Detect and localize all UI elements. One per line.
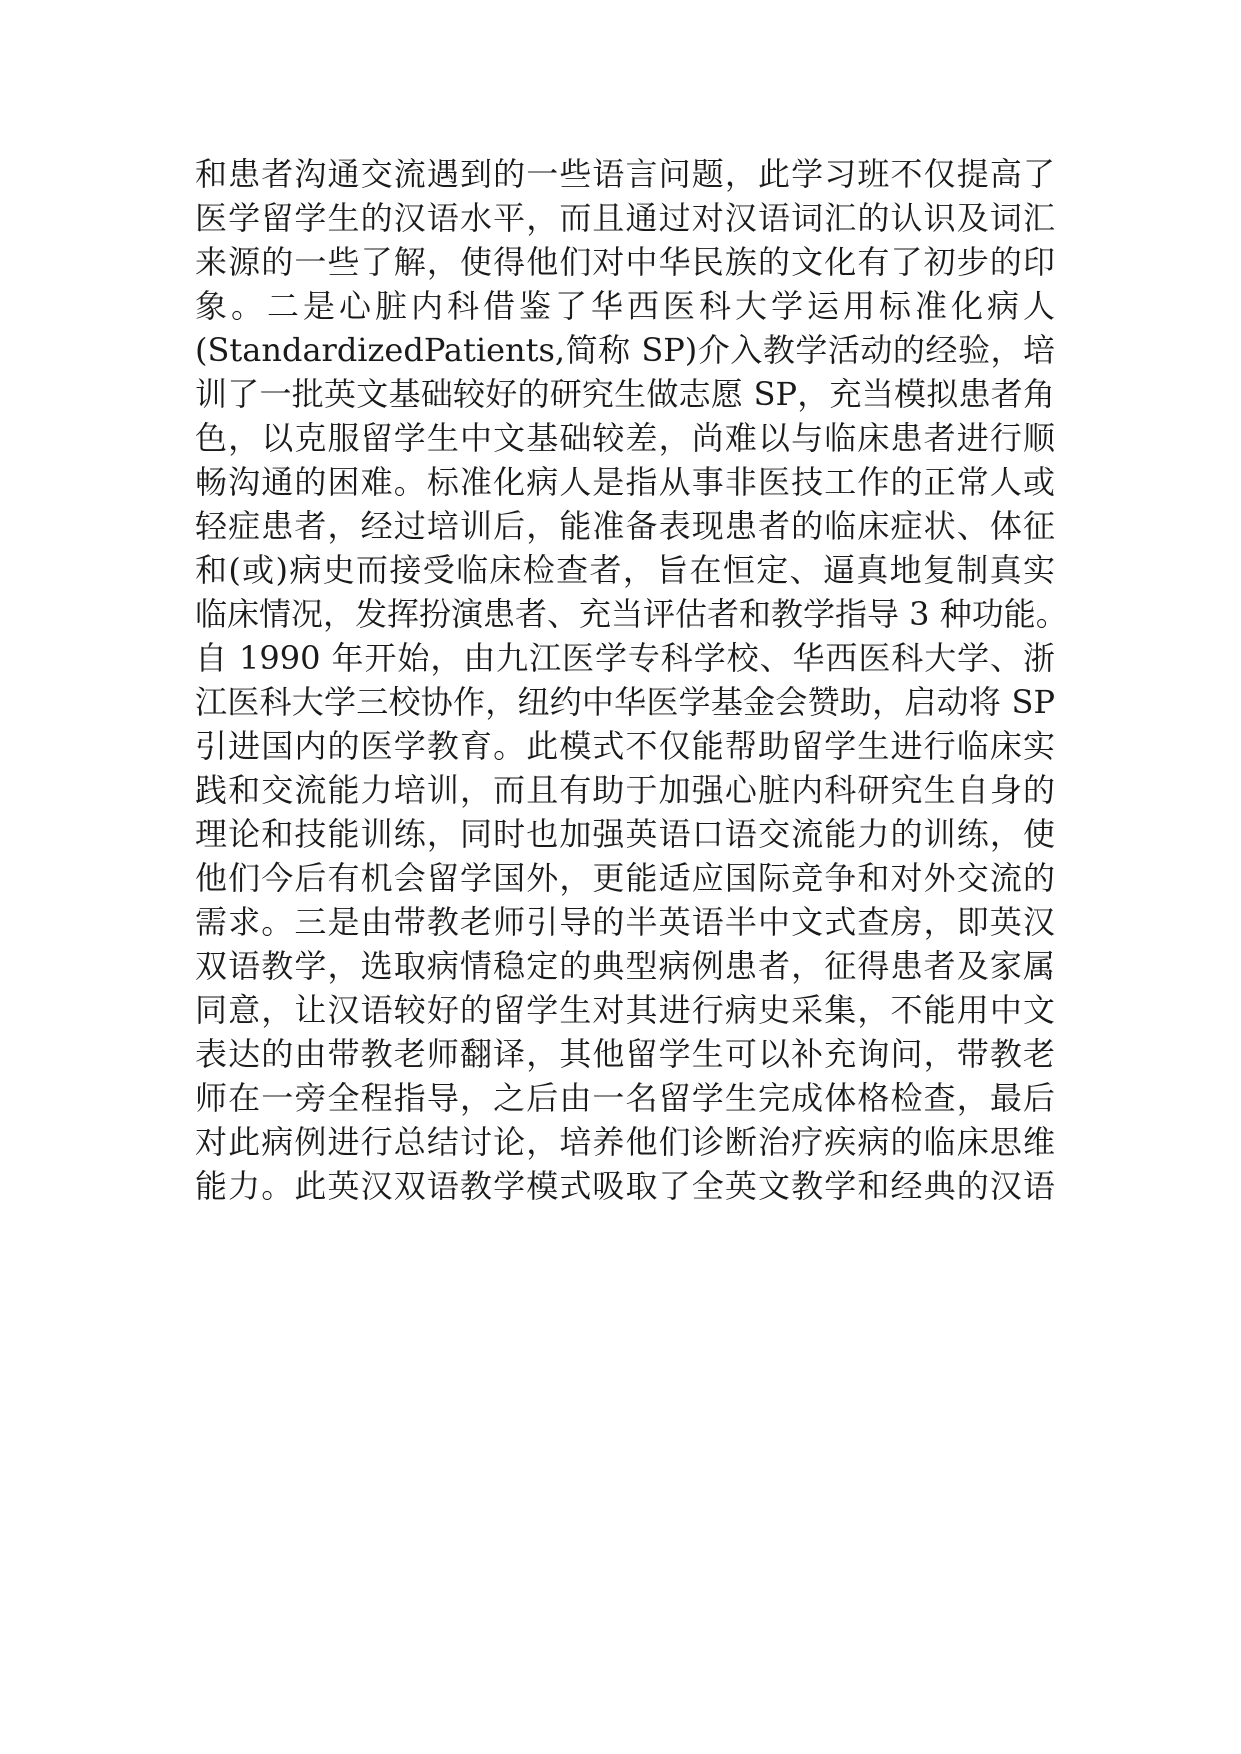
text-line-7: 色，以克服留学生中文基础较差，尚难以与临床患者进行顺 bbox=[195, 419, 1055, 457]
text-line-13: 江医科大学三校协作，纽约中华医学基金会赞助，启动将 SP bbox=[195, 683, 1055, 721]
text-line-23: 对此病例进行总结讨论，培养他们诊断治疗疾病的临床思维 bbox=[195, 1123, 1055, 1161]
text-line-4: 象。二是心脏内科借鉴了华西医科大学运用标准化病人 bbox=[195, 287, 1055, 325]
body-text bbox=[195, 154, 1068, 1210]
text-line-11: 临床情况，发挥扮演患者、充当评估者和教学指导 3 种功能。 bbox=[195, 595, 1068, 633]
text-line-22: 师在一旁全程指导，之后由一名留学生完成体格检查，最后 bbox=[195, 1079, 1055, 1117]
text-line-2: 医学留学生的汉语水平，而且通过对汉语词汇的认识及词汇 bbox=[195, 199, 1055, 237]
text-line-15: 践和交流能力培训，而且有助于加强心脏内科研究生自身的 bbox=[195, 771, 1055, 809]
text-line-17: 他们今后有机会留学国外，更能适应国际竞争和对外交流的 bbox=[195, 859, 1055, 897]
text-line-5: (StandardizedPatients,简称 SP)介入教学活动的经验，培 bbox=[195, 331, 1055, 369]
text-line-1: 和患者沟通交流遇到的一些语言问题，此学习班不仅提高了 bbox=[195, 155, 1055, 193]
text-line-24: 能力。此英汉双语教学模式吸取了全英文教学和经典的汉语 bbox=[195, 1167, 1055, 1205]
text-line-12: 自 1990 年开始，由九江医学专科学校、华西医科大学、浙 bbox=[195, 639, 1055, 677]
text-line-16: 理论和技能训练，同时也加强英语口语交流能力的训练，使 bbox=[195, 815, 1055, 853]
text-line-20: 同意，让汉语较好的留学生对其进行病史采集，不能用中文 bbox=[195, 991, 1055, 1029]
text-line-8: 畅沟通的困难。标准化病人是指从事非医技工作的正常人或 bbox=[195, 463, 1055, 501]
text-line-6: 训了一批英文基础较好的研究生做志愿 SP，充当模拟患者角 bbox=[195, 375, 1055, 413]
text-line-3: 来源的一些了解，使得他们对中华民族的文化有了初步的印 bbox=[195, 243, 1055, 281]
text-line-10: 和(或)病史而接受临床检查者，旨在恒定、逼真地复制真实 bbox=[195, 551, 1055, 589]
text-line-18: 需求。三是由带教老师引导的半英语半中文式查房，即英汉 bbox=[195, 903, 1055, 941]
text-line-14: 引进国内的医学教育。此模式不仅能帮助留学生进行临床实 bbox=[195, 727, 1055, 765]
text-line-19: 双语教学，选取病情稳定的典型病例患者，征得患者及家属 bbox=[195, 947, 1055, 985]
text-line-21: 表达的由带教老师翻译，其他留学生可以补充询问，带教老 bbox=[195, 1035, 1055, 1073]
text-line-9: 轻症患者，经过培训后，能准备表现患者的临床症状、体征 bbox=[195, 507, 1055, 545]
